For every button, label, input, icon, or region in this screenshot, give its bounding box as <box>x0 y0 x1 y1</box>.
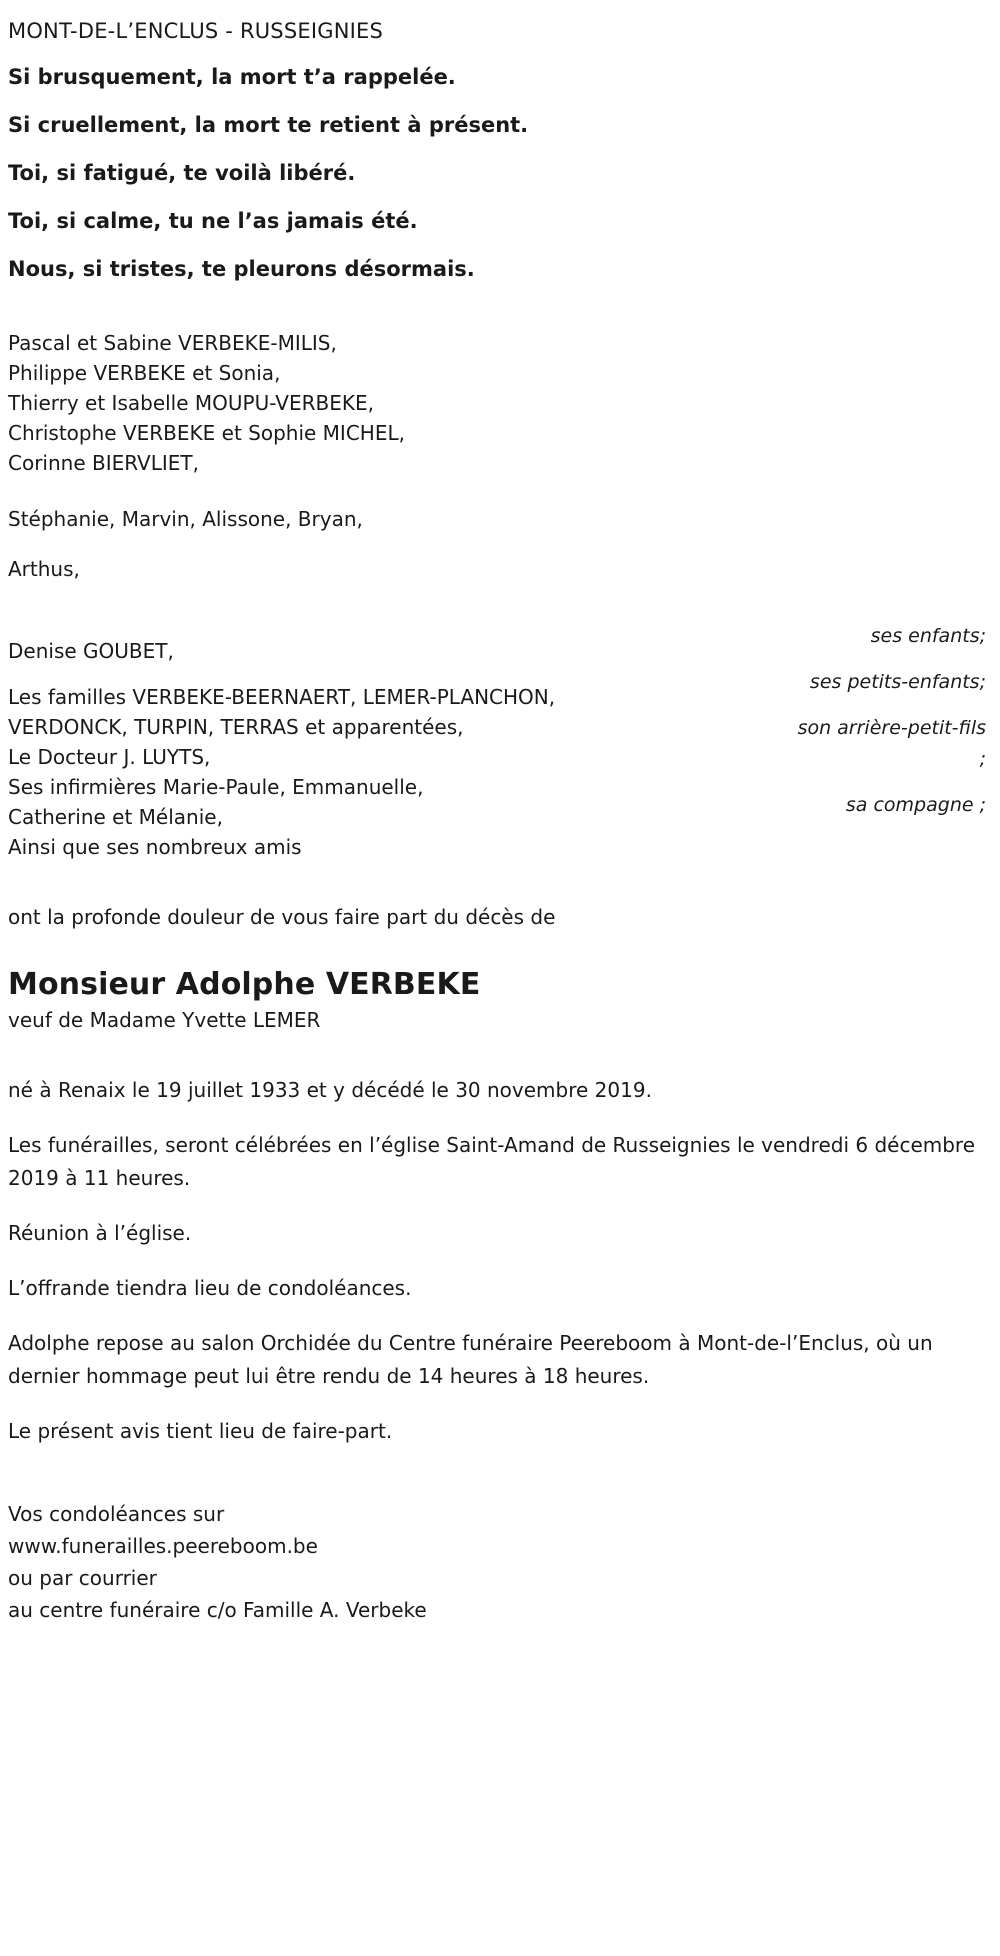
condolences-line-3: ou par courrier <box>8 1566 157 1590</box>
condolences-line-4: au centre funéraire c/o Famille A. Verbeke <box>8 1598 427 1622</box>
poem-line-1: Si brusquement, la mort t’a rappelée. <box>8 65 456 89</box>
companion-line-1: Denise GOUBET, <box>8 639 174 663</box>
child-line-3: Thierry et Isabelle MOUPU-VERBEKE, <box>8 391 374 415</box>
children-group <box>8 328 992 478</box>
other-line-4: Ses infirmières Marie-Paule, Emmanuelle, <box>8 775 424 799</box>
child-line-1: Pascal et Sabine VERBEKE-MILIS, <box>8 331 337 355</box>
great-grandchild-line-1: Arthus, <box>8 557 80 581</box>
relation-great-grandchild-overflow: ; <box>979 748 986 770</box>
poem-line-4: Toi, si calme, tu ne l’as jamais été. <box>8 209 418 233</box>
locality-header: MONT-DE-L’ENCLUS - RUSSEIGNIES <box>8 19 384 43</box>
relation-companion: sa compagne ; <box>845 794 986 816</box>
condolences-block <box>8 1498 992 1626</box>
deceased-spouse: veuf de Madame Yvette LEMER <box>8 1008 321 1032</box>
relation-grandchildren: ses petits-enfants; <box>809 671 986 693</box>
gathering-detail: Réunion à l’église. <box>8 1221 192 1245</box>
funeral-detail: Les funérailles, seront célébrées en l’église Saint-Amand de Russeignies le vendredi 6 décembre 2019 à 11 heures. <box>8 1133 976 1190</box>
condolences-website[interactable]: www.funerailles.peereboom.be <box>8 1534 318 1558</box>
poem-line-3: Toi, si fatigué, te voilà libéré. <box>8 161 356 185</box>
poem-block <box>8 64 992 282</box>
child-line-5: Corinne BIERVLIET, <box>8 451 199 475</box>
child-line-2: Philippe VERBEKE et Sonia, <box>8 361 281 385</box>
relation-children: ses enfants; <box>870 625 986 647</box>
other-line-2: VERDONCK, TURPIN, TERRAS et apparentées, <box>8 715 464 739</box>
family-listing <box>8 328 992 862</box>
notice-detail: Le présent avis tient lieu de faire-part. <box>8 1419 393 1443</box>
other-line-5: Catherine et Mélanie, <box>8 805 223 829</box>
great-grandchild-group <box>8 554 992 584</box>
other-line-1: Les familles VERBEKE-BEERNAERT, LEMER-PLANCHON, <box>8 685 556 709</box>
poem-line-5: Nous, si tristes, te pleurons désormais. <box>8 257 475 281</box>
grandchildren-group <box>8 504 992 534</box>
other-relatives-group <box>8 682 992 862</box>
relation-great-grandchild: son arrière-petit-fils <box>797 717 986 739</box>
birth-death-detail: né à Renaix le 19 juillet 1933 et y décédé le 30 novembre 2019. <box>8 1078 652 1102</box>
condolences-line-1: Vos condoléances sur <box>8 1502 225 1526</box>
announcement-intro: ont la profonde douleur de vous faire part du décès de <box>8 905 556 929</box>
grandchild-line-1: Stéphanie, Marvin, Alissone, Bryan, <box>8 507 363 531</box>
offering-detail: L’offrande tiendra lieu de condoléances. <box>8 1276 412 1300</box>
poem-line-2: Si cruellement, la mort te retient à présent. <box>8 113 529 137</box>
companion-group <box>8 636 992 666</box>
other-line-6: Ainsi que ses nombreux amis <box>8 835 302 859</box>
repose-detail: Adolphe repose au salon Orchidée du Centre funéraire Peereboom à Mont-de-l’Enclus, où un dernier hommage peut lui être rendu de 14 heures à 18 heures. <box>8 1331 933 1388</box>
deceased-name: Monsieur Adolphe VERBEKE <box>8 967 481 1002</box>
child-line-4: Christophe VERBEKE et Sophie MICHEL, <box>8 421 405 445</box>
other-line-3: Le Docteur J. LUYTS, <box>8 745 211 769</box>
